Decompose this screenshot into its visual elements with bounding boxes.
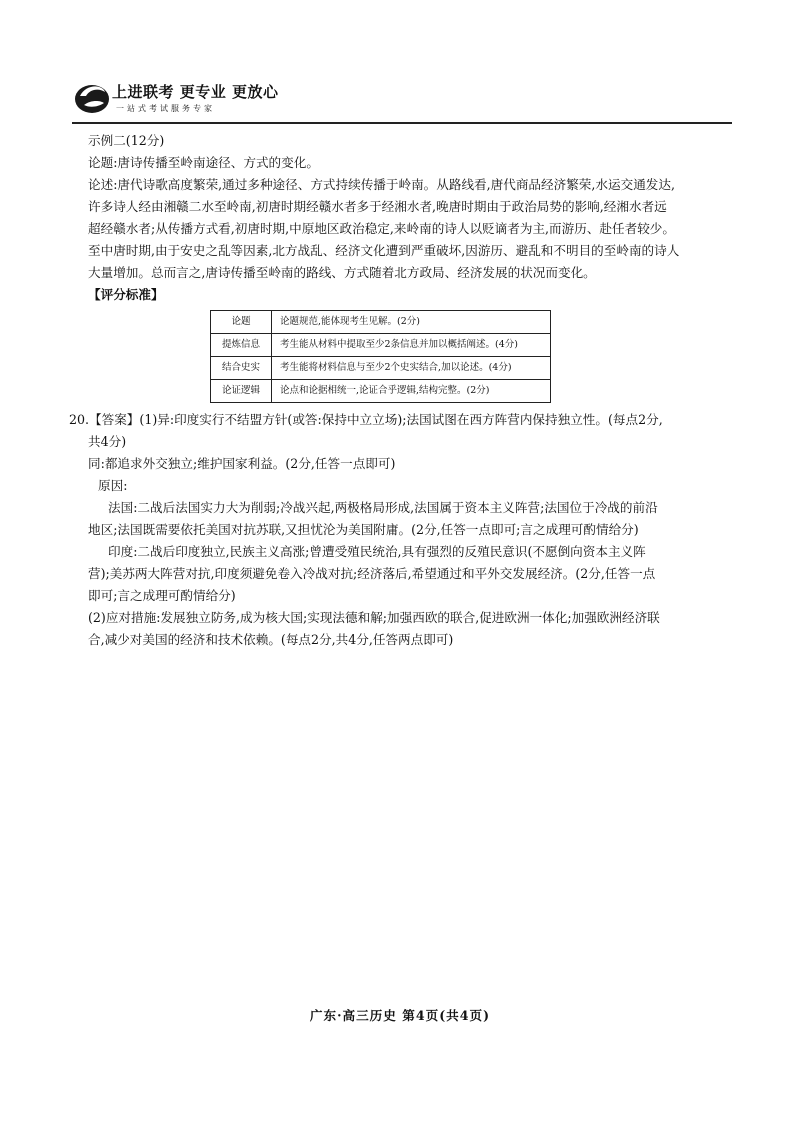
rubric-criterion: 结合史实	[211, 357, 272, 380]
answer-content	[69, 130, 732, 651]
rubric-criterion: 提炼信息	[211, 334, 272, 357]
page-header	[72, 76, 732, 122]
table-row	[211, 311, 551, 334]
rubric-criterion: 论证逻辑	[211, 380, 272, 403]
rubric-label: 【评分标准】	[88, 287, 164, 302]
example2-argument-line: 大量增加。总而言之,唐诗传播至岭南的路线、方式随着北方政局、经济发展的状况而变化。	[88, 265, 596, 280]
table-row	[211, 334, 551, 357]
q20-reasons-label: 原因:	[98, 478, 128, 493]
example2-argument-line: 论述:唐代诗歌高度繁荣,通过多种途径、方式持续传播于岭南。从路线看,唐代商品经济繁荣,水运交通发达,	[88, 177, 675, 192]
example2-title: 示例二(12分)	[88, 133, 165, 148]
q20-india-line: 营);美苏两大阵营对抗,印度须避免卷入冷战对抗;经济落后,希望通过和平外交发展经济。(2分,任答一点	[88, 566, 656, 581]
rubric-table	[210, 310, 551, 403]
q20-answer-line: 20.【答案】(1)异:印度实行不结盟方针(或答:保持中立立场);法国试图在西方阵营内保持独立性。(每点2分,	[69, 412, 663, 427]
table-row	[211, 380, 551, 403]
example2-argument-line: 超经赣水者;从传播方式看,初唐时期,中原地区政治稳定,来岭南的诗人以贬谪者为主,而游历、赴任者较少。	[88, 221, 675, 236]
example2-thesis: 论题:唐诗传播至岭南途径、方式的变化。	[88, 155, 319, 170]
example2-argument-line: 至中唐时期,由于安史之乱等因素,北方战乱、经济文化遭到严重破坏,因游历、避乱和不明目的至岭南的诗人	[88, 243, 680, 258]
q20-india-line: 即可;言之成理可酌情给分)	[88, 588, 236, 603]
q20-similarity: 同:都追求外交独立;维护国家利益。(2分,任答一点即可)	[88, 456, 396, 471]
rubric-criterion: 论题	[211, 311, 272, 334]
rubric-description: 论点和论据相统一,论证合乎逻辑,结构完整。(2分)	[272, 380, 551, 403]
q20-part2-line: (2)应对措施:发展独立防务,成为核大国;实现法德和解;加强西欧的联合,促进欧洲一体化;加强欧洲经济联	[88, 610, 660, 625]
brand-tagline: 一站式考试服务专家	[116, 104, 215, 113]
header-divider	[72, 122, 732, 124]
example2-argument-line: 许多诗人经由湘赣二水至岭南,初唐时期经赣水者多于经湘水者,晚唐时期由于政治局势的影响,经湘水者远	[88, 199, 667, 214]
brand-slogan: 上进联考 更专业 更放心	[112, 83, 279, 101]
rubric-description: 论题规范,能体现考生见解。(2分)	[272, 311, 551, 334]
rubric-description: 考生能将材料信息与至少2个史实结合,加以论述。(4分)	[272, 357, 551, 380]
page-footer: 广东·高三历史 第4页(共4页)	[309, 1008, 491, 1023]
table-row	[211, 357, 551, 380]
q20-france-line: 法国:二战后法国实力大为削弱;冷战兴起,两极格局形成,法国属于资本主义阵营;法国位于冷战的前沿	[108, 500, 658, 515]
q20-france-line: 地区;法国既需要依托美国对抗苏联,又担忧沦为美国附庸。(2分,任答一点即可;言之成理可酌情给分)	[88, 522, 639, 537]
brand-logo-icon	[72, 78, 112, 116]
rubric-description: 考生能从材料中提取至少2条信息并加以概括阐述。(4分)	[272, 334, 551, 357]
q20-part2-line: 合,减少对美国的经济和技术依赖。(每点2分,共4分,任答两点即可)	[88, 632, 454, 647]
q20-answer-line: 共4分)	[88, 434, 127, 449]
q20-india-line: 印度:二战后印度独立,民族主义高涨;曾遭受殖民统治,具有强烈的反殖民意识(不愿倒向资本主义阵	[108, 544, 646, 559]
